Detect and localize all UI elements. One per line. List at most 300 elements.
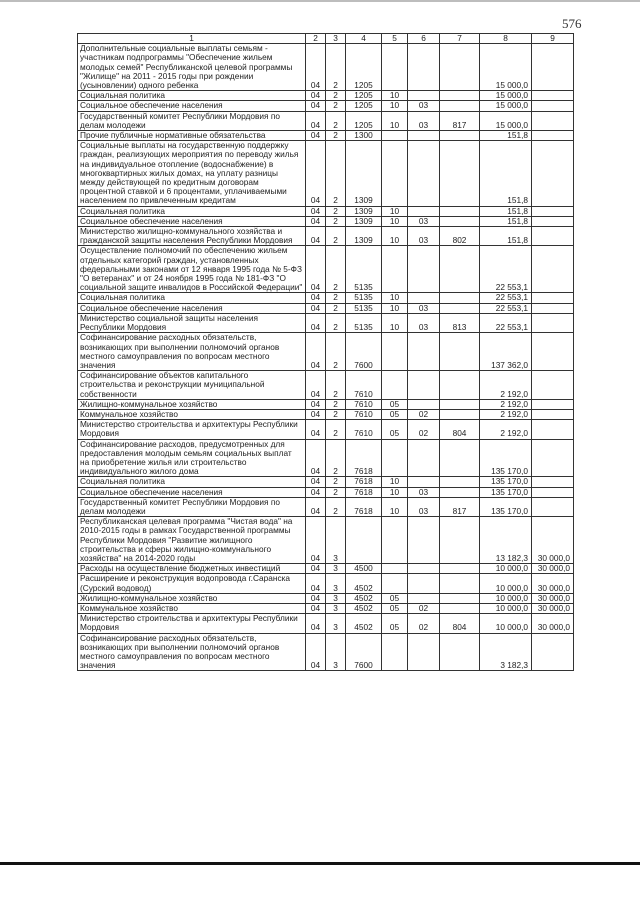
code-cell: 04 — [306, 101, 326, 111]
code-cell — [440, 439, 480, 477]
table-row — [78, 91, 574, 101]
code-cell: 2 — [326, 420, 346, 439]
code-cell: 04 — [306, 333, 326, 371]
code-cell — [440, 333, 480, 371]
code-cell: 7600 — [346, 333, 382, 371]
code-cell: 04 — [306, 141, 326, 206]
code-cell — [440, 131, 480, 141]
row-name-cell: Республиканская целевая программа "Чистая вода" на 2010-2015 годы в рамках Государственной программы Республики Мордовия "Развитие жилищного строительства и сферы жилищно-коммунального хозяйства" на 2014-2020 годы — [78, 517, 306, 564]
amount-cell — [532, 333, 574, 371]
amount-cell: 135 170,0 — [480, 477, 532, 487]
amount-cell: 30 000,0 — [532, 614, 574, 633]
code-cell — [408, 574, 440, 593]
header-cell: 3 — [326, 34, 346, 44]
code-cell — [382, 141, 408, 206]
code-cell: 04 — [306, 633, 326, 671]
amount-cell: 2 192,0 — [480, 371, 532, 400]
amount-cell — [532, 206, 574, 216]
row-name-cell: Коммунальное хозяйство — [78, 409, 306, 419]
code-cell: 10 — [382, 216, 408, 226]
code-cell: 03 — [408, 111, 440, 130]
code-cell — [408, 44, 440, 91]
code-cell: 10 — [382, 91, 408, 101]
code-cell: 10 — [382, 111, 408, 130]
code-cell — [440, 206, 480, 216]
amount-cell — [532, 439, 574, 477]
amount-cell: 151,8 — [480, 141, 532, 206]
code-cell: 7618 — [346, 487, 382, 497]
amount-cell: 151,8 — [480, 227, 532, 246]
code-cell — [382, 333, 408, 371]
amount-cell — [532, 111, 574, 130]
table-row — [78, 477, 574, 487]
code-cell: 10 — [382, 303, 408, 313]
code-cell: 2 — [326, 131, 346, 141]
code-cell: 04 — [306, 603, 326, 613]
code-cell: 7610 — [346, 409, 382, 419]
code-cell — [408, 333, 440, 371]
row-name-cell: Министерство строительства и архитектуры Республики Мордовия — [78, 614, 306, 633]
code-cell — [440, 303, 480, 313]
table-row — [78, 564, 574, 574]
code-cell — [440, 141, 480, 206]
code-cell: 02 — [408, 409, 440, 419]
row-name-cell: Коммунальное хозяйство — [78, 603, 306, 613]
amount-cell: 137 362,0 — [480, 333, 532, 371]
amount-cell: 22 553,1 — [480, 303, 532, 313]
code-cell: 4500 — [346, 564, 382, 574]
amount-cell — [532, 227, 574, 246]
code-cell — [408, 439, 440, 477]
code-cell: 04 — [306, 574, 326, 593]
code-cell: 3 — [326, 564, 346, 574]
amount-cell: 13 182,3 — [480, 517, 532, 564]
row-name-cell: Дополнительные социальные выплаты семьям - участникам подпрограммы "Обеспечение жильем молодых семей" Республиканской целевой программы "Жилище" на 2011 - 2015 годы при рождении (усыновлении) одного ребенка — [78, 44, 306, 91]
code-cell — [440, 603, 480, 613]
row-name-cell: Социальная политика — [78, 91, 306, 101]
code-cell — [440, 564, 480, 574]
row-name-cell: Социальные выплаты на государственную поддержку граждан, реализующих мероприятия по переводу жилья на индивидуальное отопление (водоснабжение) в многоквартирных жилых домах, на уплату разницы между действующей по кредитным договорам процентной ставкой и 6 процентами, уплачиваемыми населением по привлеченным кредитам — [78, 141, 306, 206]
amount-cell — [532, 409, 574, 419]
amount-cell: 30 000,0 — [532, 574, 574, 593]
code-cell: 04 — [306, 517, 326, 564]
code-cell — [440, 574, 480, 593]
code-cell: 2 — [326, 111, 346, 130]
amount-cell — [532, 44, 574, 91]
row-name-cell: Социальная политика — [78, 293, 306, 303]
code-cell: 03 — [408, 487, 440, 497]
code-cell: 10 — [382, 206, 408, 216]
code-cell: 03 — [408, 313, 440, 332]
amount-cell: 30 000,0 — [532, 603, 574, 613]
amount-cell — [532, 497, 574, 516]
code-cell: 04 — [306, 614, 326, 633]
code-cell — [440, 399, 480, 409]
code-cell: 05 — [382, 603, 408, 613]
code-cell: 04 — [306, 420, 326, 439]
amount-cell — [532, 303, 574, 313]
code-cell: 7610 — [346, 399, 382, 409]
table-row — [78, 141, 574, 206]
code-cell: 5135 — [346, 246, 382, 293]
code-cell: 2 — [326, 371, 346, 400]
code-cell: 10 — [382, 497, 408, 516]
code-cell: 2 — [326, 101, 346, 111]
table-row — [78, 633, 574, 671]
code-cell: 10 — [382, 477, 408, 487]
row-name-cell: Софинансирование объектов капитального строительства и реконструкции муниципальной собственности — [78, 371, 306, 400]
table-row — [78, 574, 574, 593]
row-name-cell: Осуществление полномочий по обеспечению жильем отдельных категорий граждан, установленных федеральными законами от 12 января 1995 года № 5-ФЗ "О ветеранах" и от 24 ноября 1995 года № 181-ФЗ "О социальной защите инвалидов в Российской Федерации" — [78, 246, 306, 293]
code-cell: 2 — [326, 293, 346, 303]
code-cell — [382, 633, 408, 671]
code-cell — [440, 593, 480, 603]
row-name-cell: Жилищно-коммунальное хозяйство — [78, 399, 306, 409]
amount-cell — [532, 91, 574, 101]
code-cell: 10 — [382, 293, 408, 303]
code-cell — [408, 131, 440, 141]
code-cell — [382, 564, 408, 574]
code-cell: 04 — [306, 111, 326, 130]
amount-cell — [532, 131, 574, 141]
code-cell — [440, 487, 480, 497]
table-row — [78, 44, 574, 91]
code-cell: 2 — [326, 246, 346, 293]
header-cell: 2 — [306, 34, 326, 44]
code-cell: 7610 — [346, 371, 382, 400]
row-name-cell: Государственный комитет Республики Мордовия по делам молодежи — [78, 497, 306, 516]
amount-cell — [532, 101, 574, 111]
code-cell — [382, 574, 408, 593]
amount-cell: 2 192,0 — [480, 409, 532, 419]
code-cell: 04 — [306, 131, 326, 141]
amount-cell: 2 192,0 — [480, 420, 532, 439]
code-cell: 2 — [326, 216, 346, 226]
code-cell: 04 — [306, 399, 326, 409]
code-cell: 03 — [408, 227, 440, 246]
code-cell: 2 — [326, 399, 346, 409]
row-name-cell: Социальное обеспечение населения — [78, 487, 306, 497]
table-row — [78, 371, 574, 400]
row-name-cell: Социальное обеспечение населения — [78, 101, 306, 111]
code-cell: 1309 — [346, 141, 382, 206]
code-cell: 4502 — [346, 603, 382, 613]
code-cell — [440, 371, 480, 400]
table-row — [78, 131, 574, 141]
table-row — [78, 246, 574, 293]
code-cell: 05 — [382, 593, 408, 603]
code-cell — [382, 131, 408, 141]
code-cell: 04 — [306, 371, 326, 400]
code-cell: 2 — [326, 333, 346, 371]
code-cell — [440, 91, 480, 101]
amount-cell: 15 000,0 — [480, 111, 532, 130]
code-cell: 817 — [440, 111, 480, 130]
scan-bottom-edge — [0, 862, 640, 865]
amount-cell — [532, 633, 574, 671]
code-cell: 3 — [326, 603, 346, 613]
row-name-cell: Расширение и реконструкция водопровода г.Саранска (Сурский водовод) — [78, 574, 306, 593]
code-cell — [408, 141, 440, 206]
code-cell: 804 — [440, 614, 480, 633]
amount-cell: 30 000,0 — [532, 517, 574, 564]
code-cell — [440, 409, 480, 419]
code-cell: 04 — [306, 303, 326, 313]
amount-cell — [532, 477, 574, 487]
code-cell: 05 — [382, 614, 408, 633]
code-cell — [440, 246, 480, 293]
code-cell: 3 — [326, 517, 346, 564]
amount-cell: 22 553,1 — [480, 313, 532, 332]
code-cell: 04 — [306, 593, 326, 603]
code-cell: 4502 — [346, 614, 382, 633]
code-cell: 10 — [382, 101, 408, 111]
code-cell — [408, 371, 440, 400]
table-row — [78, 313, 574, 332]
table-row — [78, 593, 574, 603]
row-name-cell: Социальная политика — [78, 206, 306, 216]
table-row — [78, 206, 574, 216]
code-cell — [440, 633, 480, 671]
code-cell — [408, 293, 440, 303]
code-cell: 2 — [326, 227, 346, 246]
code-cell — [346, 517, 382, 564]
code-cell: 02 — [408, 420, 440, 439]
amount-cell: 15 000,0 — [480, 44, 532, 91]
code-cell: 10 — [382, 227, 408, 246]
row-name-cell: Социальное обеспечение населения — [78, 303, 306, 313]
amount-cell: 135 170,0 — [480, 487, 532, 497]
header-cell: 9 — [532, 34, 574, 44]
amount-cell: 10 000,0 — [480, 574, 532, 593]
code-cell: 1300 — [346, 131, 382, 141]
header-cell: 8 — [480, 34, 532, 44]
code-cell: 1205 — [346, 44, 382, 91]
code-cell: 04 — [306, 409, 326, 419]
row-name-cell: Софинансирование расходных обязательств, возникающих при выполнении полномочий органов местного самоуправления по вопросам местного значения — [78, 333, 306, 371]
code-cell — [440, 44, 480, 91]
code-cell: 03 — [408, 497, 440, 516]
amount-cell: 135 170,0 — [480, 497, 532, 516]
table-row — [78, 517, 574, 564]
code-cell: 04 — [306, 564, 326, 574]
code-cell: 5135 — [346, 293, 382, 303]
code-cell: 02 — [408, 603, 440, 613]
code-cell — [382, 44, 408, 91]
code-cell: 03 — [408, 216, 440, 226]
code-cell: 04 — [306, 206, 326, 216]
code-cell — [408, 91, 440, 101]
header-cell: 6 — [408, 34, 440, 44]
page-number: 576 — [562, 16, 582, 31]
code-cell — [408, 564, 440, 574]
amount-cell — [532, 246, 574, 293]
code-cell — [440, 517, 480, 564]
code-cell: 04 — [306, 227, 326, 246]
code-cell — [382, 439, 408, 477]
code-cell — [408, 399, 440, 409]
row-name-cell: Социальное обеспечение населения — [78, 216, 306, 226]
code-cell: 10 — [382, 487, 408, 497]
code-cell — [408, 246, 440, 293]
code-cell: 04 — [306, 44, 326, 91]
row-name-cell: Прочие публичные нормативные обязательства — [78, 131, 306, 141]
code-cell: 05 — [382, 399, 408, 409]
table-row — [78, 399, 574, 409]
code-cell: 7618 — [346, 497, 382, 516]
code-cell: 2 — [326, 91, 346, 101]
code-cell — [408, 206, 440, 216]
header-cell: 4 — [346, 34, 382, 44]
code-cell: 3 — [326, 633, 346, 671]
amount-cell — [532, 293, 574, 303]
amount-cell — [532, 371, 574, 400]
amount-cell: 151,8 — [480, 206, 532, 216]
budget-table — [77, 33, 574, 671]
code-cell: 7600 — [346, 633, 382, 671]
code-cell: 04 — [306, 497, 326, 516]
table-row — [78, 439, 574, 477]
amount-cell: 151,8 — [480, 216, 532, 226]
code-cell: 02 — [408, 614, 440, 633]
row-name-cell: Расходы на осуществление бюджетных инвестиций — [78, 564, 306, 574]
code-cell: 1309 — [346, 227, 382, 246]
code-cell: 2 — [326, 313, 346, 332]
code-cell: 04 — [306, 293, 326, 303]
amount-cell: 15 000,0 — [480, 91, 532, 101]
header-row — [78, 34, 574, 44]
code-cell: 2 — [326, 44, 346, 91]
code-cell: 2 — [326, 206, 346, 216]
row-name-cell: Социальная политика — [78, 477, 306, 487]
amount-cell: 10 000,0 — [480, 603, 532, 613]
amount-cell: 10 000,0 — [480, 614, 532, 633]
header-cell: 1 — [78, 34, 306, 44]
table-body — [78, 44, 574, 671]
code-cell: 1309 — [346, 206, 382, 216]
table-row — [78, 487, 574, 497]
row-name-cell: Министерство строительства и архитектуры Республики Мордовия — [78, 420, 306, 439]
code-cell: 03 — [408, 101, 440, 111]
amount-cell: 2 192,0 — [480, 399, 532, 409]
code-cell — [440, 293, 480, 303]
code-cell: 804 — [440, 420, 480, 439]
row-name-cell: Софинансирование расходных обязательств, возникающих при выполнении полномочий органов местного самоуправления по вопросам местного значения — [78, 633, 306, 671]
code-cell: 813 — [440, 313, 480, 332]
table-row — [78, 603, 574, 613]
amount-cell: 15 000,0 — [480, 101, 532, 111]
header-cell: 7 — [440, 34, 480, 44]
amount-cell: 10 000,0 — [480, 564, 532, 574]
header-cell: 5 — [382, 34, 408, 44]
amount-cell — [532, 216, 574, 226]
code-cell: 1205 — [346, 111, 382, 130]
table-row — [78, 101, 574, 111]
code-cell — [408, 633, 440, 671]
amount-cell: 22 553,1 — [480, 293, 532, 303]
code-cell — [440, 101, 480, 111]
table-row — [78, 333, 574, 371]
code-cell — [408, 477, 440, 487]
code-cell: 5135 — [346, 313, 382, 332]
table-row — [78, 409, 574, 419]
code-cell: 2 — [326, 303, 346, 313]
code-cell: 5135 — [346, 303, 382, 313]
code-cell: 802 — [440, 227, 480, 246]
amount-cell: 30 000,0 — [532, 564, 574, 574]
code-cell: 2 — [326, 487, 346, 497]
code-cell: 7618 — [346, 477, 382, 487]
table-row — [78, 614, 574, 633]
code-cell — [382, 371, 408, 400]
code-cell: 04 — [306, 313, 326, 332]
code-cell: 04 — [306, 477, 326, 487]
code-cell: 1309 — [346, 216, 382, 226]
code-cell: 3 — [326, 614, 346, 633]
code-cell: 10 — [382, 313, 408, 332]
code-cell: 3 — [326, 574, 346, 593]
code-cell: 4502 — [346, 574, 382, 593]
amount-cell: 22 553,1 — [480, 246, 532, 293]
amount-cell — [532, 487, 574, 497]
code-cell: 04 — [306, 487, 326, 497]
table-row — [78, 420, 574, 439]
code-cell: 04 — [306, 216, 326, 226]
table-row — [78, 227, 574, 246]
amount-cell — [532, 420, 574, 439]
amount-cell: 135 170,0 — [480, 439, 532, 477]
code-cell: 2 — [326, 141, 346, 206]
code-cell: 4502 — [346, 593, 382, 603]
amount-cell — [532, 399, 574, 409]
row-name-cell: Государственный комитет Республики Мордовия по делам молодежи — [78, 111, 306, 130]
code-cell — [440, 477, 480, 487]
amount-cell: 30 000,0 — [532, 593, 574, 603]
code-cell: 817 — [440, 497, 480, 516]
code-cell: 2 — [326, 439, 346, 477]
code-cell: 05 — [382, 420, 408, 439]
code-cell — [382, 246, 408, 293]
code-cell — [382, 517, 408, 564]
table-row — [78, 497, 574, 516]
amount-cell — [532, 141, 574, 206]
code-cell: 04 — [306, 439, 326, 477]
row-name-cell: Софинансирование расходов, предусмотренных для предоставления молодым семьям социальных выплат на приобретение жилья или строительство индивидуального жилого дома — [78, 439, 306, 477]
code-cell: 7618 — [346, 439, 382, 477]
code-cell: 1205 — [346, 91, 382, 101]
table-row — [78, 293, 574, 303]
amount-cell — [532, 313, 574, 332]
code-cell: 05 — [382, 409, 408, 419]
code-cell — [408, 517, 440, 564]
code-cell: 1205 — [346, 101, 382, 111]
code-cell — [440, 216, 480, 226]
code-cell: 03 — [408, 303, 440, 313]
code-cell: 2 — [326, 409, 346, 419]
table-row — [78, 303, 574, 313]
amount-cell: 10 000,0 — [480, 593, 532, 603]
code-cell: 3 — [326, 593, 346, 603]
code-cell: 04 — [306, 246, 326, 293]
row-name-cell: Жилищно-коммунальное хозяйство — [78, 593, 306, 603]
row-name-cell: Министерство жилищно-коммунального хозяйства и гражданской защиты населения Республики Мордовия — [78, 227, 306, 246]
code-cell — [408, 593, 440, 603]
code-cell: 04 — [306, 91, 326, 101]
scan-top-edge — [0, 0, 640, 2]
table-row — [78, 216, 574, 226]
table-row — [78, 111, 574, 130]
code-cell: 7610 — [346, 420, 382, 439]
